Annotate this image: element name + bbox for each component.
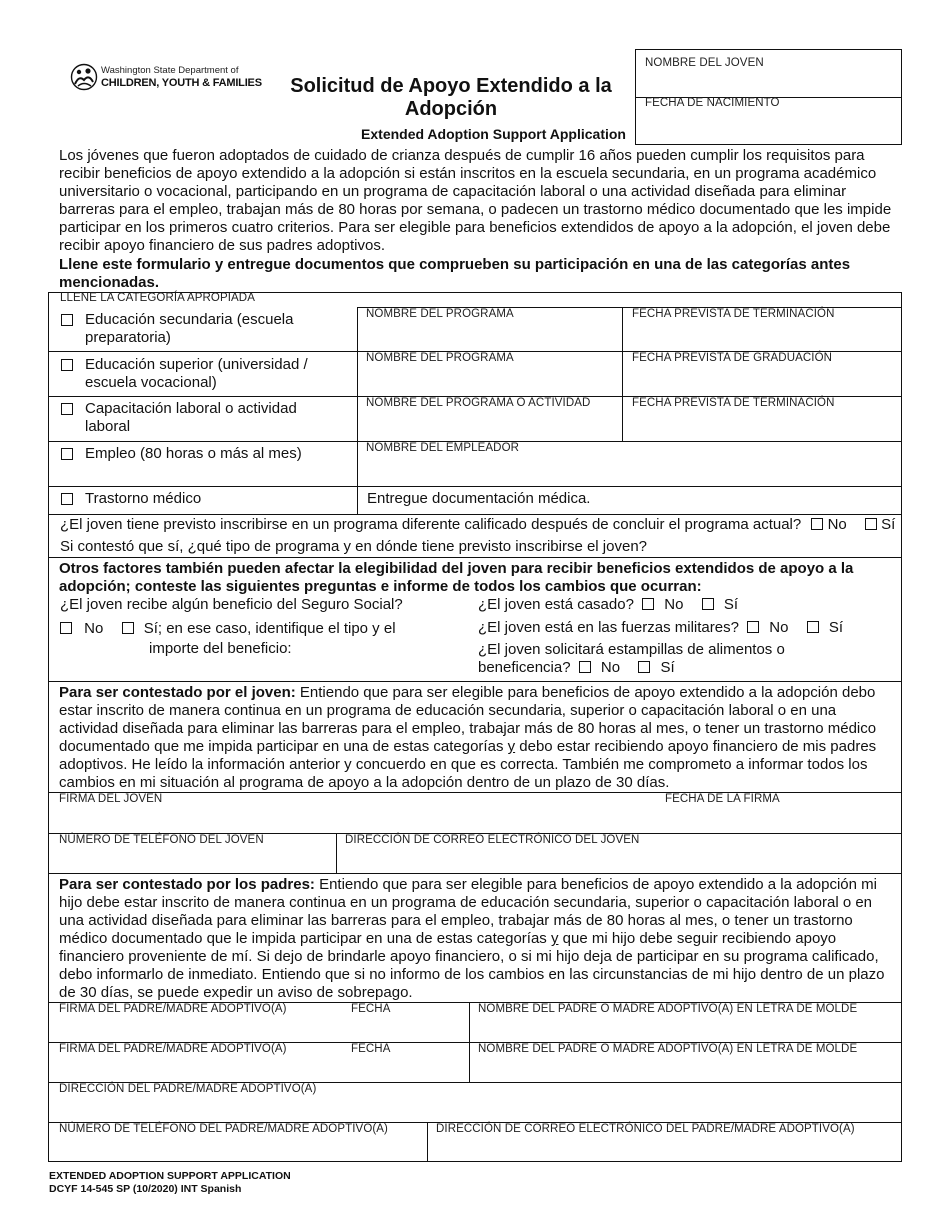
- parent-address-label: DIRECCIÓN DEL PADRE/MADRE ADOPTIVO(A): [59, 1083, 317, 1095]
- parent-printed-name-label: NOMBRE DEL PADRE O MADRE ADOPTIVO(A) EN LETRA DE MOLDE: [478, 1003, 858, 1015]
- youth-statement: Para ser contestado por el joven: Entiendo que para ser elegible para beneficios de apoyo extendido a la adopción debo estar inscrito de manera continua en un programa de educación secundaria, superior o capacitación laboral o en una actividad diseñada para eliminar las barreras para el empleo, trabajar más de 80 horas al mes, o tener un trastorno médico documentado que me impida participar en una de estas categorías y debo estar recibiendo apoyo financiero de mis padres adoptivos. He leído la información anterior y concuerdo en que es correcta. También me comprometo a informar todos los cambios en mi situación al programa de apoyo a la adopción dentro de un plazo de 30 días.: [59, 684, 877, 791]
- footer-form-name: EXTENDED ADOPTION SUPPORT APPLICATION: [49, 1170, 291, 1182]
- parent2-printed-name-field[interactable]: [469, 1042, 902, 1082]
- intro-paragraph: Los jóvenes que fueron adoptados de cuidado de crianza después de cumplir 16 años pueden cumplir los requisitos para recibir beneficios de apoyo extendido a la adopción si están inscritos en la escuela secundaria, en un programa académico universitario o vocacional, participando en un programa de capacitación laboral o una actividad diseñada para eliminar barreras para el empleo, trabajan más de 80 horas por semana, o padecen un trastorno médico documentado que les impide participar en los primeros cuatro criterios. Para ser elegible para beneficios extendidos de apoyo a la adopción, el joven debe recibir apoyo financiero de sus padres adoptivos.: [59, 147, 892, 254]
- intro-instruction: Llene este formulario y entregue documentos que comprueben su participación en una de las categorías antes mencionadas.: [59, 256, 851, 291]
- birthdate-field[interactable]: [636, 90, 901, 146]
- married-no-checkbox[interactable]: [642, 598, 654, 610]
- military-question: ¿El joven está en las fuerzas militares? No Sí: [478, 619, 844, 636]
- form-title-english: Extended Adoption Support Application: [361, 126, 626, 142]
- parent2-signature-field[interactable]: [48, 1042, 469, 1082]
- youth-email-field[interactable]: [336, 833, 902, 873]
- logo-line1: Washington State Department of: [101, 65, 239, 76]
- parent-printed-name-label: NOMBRE DEL PADRE O MADRE ADOPTIVO(A) EN LETRA DE MOLDE: [478, 1043, 858, 1055]
- ss-benefit-amount-label: importe del beneficio:: [149, 640, 292, 657]
- youth-signature-date-label: FECHA DE LA FIRMA: [665, 793, 780, 805]
- form-title-spanish: Solicitud de Apoyo Extendido a la Adopción: [290, 75, 612, 120]
- food-stamps-question: beneficencia? No Sí: [478, 659, 675, 676]
- category-label: Empleo (80 horas o más al mes): [85, 445, 302, 462]
- footer-form-number: DCYF 14-545 SP (10/2020) INT Spanish: [49, 1183, 242, 1195]
- parent-date-label: FECHA: [351, 1043, 391, 1055]
- category-label: Educación superior (universidad / escuela vocacional): [85, 356, 308, 391]
- category-label: Capacitación laboral o actividad laboral: [85, 400, 297, 435]
- program-name-field-label: NOMBRE DEL PROGRAMA: [366, 352, 514, 364]
- checkbox[interactable]: [61, 359, 73, 371]
- youth-name-label: NOMBRE DEL JOVEN: [645, 57, 764, 69]
- food-stamps-yes-checkbox[interactable]: [638, 661, 650, 673]
- married-question: ¿El joven está casado? No Sí: [478, 596, 738, 613]
- expected-graduation-label: FECHA PREVISTA DE GRADUACIÓN: [632, 352, 833, 364]
- food-stamps-question-line1: ¿El joven solicitará estampillas de alimentos o: [478, 641, 785, 658]
- youth-phone-label: NÚMERO DE TELÉFONO DEL JOVEN: [59, 834, 264, 846]
- military-yes-checkbox[interactable]: [807, 621, 819, 633]
- checkbox[interactable]: [61, 403, 73, 415]
- checkbox[interactable]: [61, 448, 73, 460]
- military-no-checkbox[interactable]: [747, 621, 759, 633]
- category-label: Trastorno médico: [85, 490, 202, 507]
- dcyf-logo-icon: [70, 62, 98, 92]
- parent-phone-field[interactable]: [48, 1122, 427, 1162]
- ss-no-checkbox[interactable]: [60, 622, 72, 634]
- married-yes-checkbox[interactable]: [702, 598, 714, 610]
- next-program-question: ¿El joven tiene previsto inscribirse en un programa diferente calificado después de concluir el programa actual? No Sí: [60, 516, 896, 533]
- category-header: LLENE LA CATEGORÍA APROPIADA: [60, 292, 255, 304]
- parent-statement: Para ser contestado por los padres: Entiendo que para ser elegible para beneficios de apoyo extendido a la adopción mi hijo debe estar inscrito de manera continua en un programa de educación secundaria, superior o capacitación laboral o en una actividad diseñada para eliminar las barreras para el empleo, trabajar más de 80 horas al mes, o tener un trastorno médico documentado que le impida participar en una de estas categorías y que mi hijo debe seguir recibiendo apoyo financiero proveniente de mí. Si dejo de brindarle apoyo financiero, o si mi hijo deja de participar en su programa calificado, debo informarlo de inmediato. Entiendo que si no informo de los cambios en las circunstancias de mi hijo dentro de un plazo de 30 días, se puede expedir un aviso de sobrepago.: [59, 876, 885, 1001]
- next-program-yes-checkbox[interactable]: [865, 518, 877, 530]
- medical-doc-note: Entregue documentación médica.: [367, 490, 591, 507]
- factors-heading: Otros factores también pueden afectar la elegibilidad del joven para recibir beneficios extendidos de apoyo a la adopción; conteste las siguientes preguntas e informe de todos los cambios que ocurran:: [59, 560, 854, 595]
- expected-completion-label: FECHA PREVISTA DE TERMINACIÓN: [632, 308, 835, 320]
- category-label: Educación secundaria (escuela preparatoria): [85, 311, 294, 346]
- parent-email-label: DIRECCIÓN DE CORREO ELECTRÓNICO DEL PADRE/MADRE ADOPTIVO(A): [436, 1123, 855, 1135]
- checkbox[interactable]: [61, 314, 73, 326]
- parent1-printed-name-field[interactable]: [469, 1002, 902, 1042]
- youth-signature-label: FIRMA DEL JOVEN: [59, 793, 163, 805]
- parent-signature-label: FIRMA DEL PADRE/MADRE ADOPTIVO(A): [59, 1043, 287, 1055]
- social-security-question: ¿El joven recibe algún beneficio del Seguro Social?: [60, 596, 403, 613]
- parent-date-label: FECHA: [351, 1003, 391, 1015]
- parent1-signature-field[interactable]: [48, 1002, 469, 1042]
- food-stamps-no-checkbox[interactable]: [579, 661, 591, 673]
- parent-phone-label: NÚMERO DE TELÉFONO DEL PADRE/MADRE ADOPTIVO(A): [59, 1123, 388, 1135]
- parent-address-field[interactable]: [48, 1082, 902, 1122]
- parent-signature-label: FIRMA DEL PADRE/MADRE ADOPTIVO(A): [59, 1003, 287, 1015]
- birthdate-label: FECHA DE NACIMIENTO: [645, 97, 780, 109]
- program-name-field-label: NOMBRE DEL PROGRAMA: [366, 308, 514, 320]
- logo-line2: CHILDREN, YOUTH & FAMILIES: [101, 77, 262, 89]
- expected-completion-label: FECHA PREVISTA DE TERMINACIÓN: [632, 397, 835, 409]
- program-activity-field-label: NOMBRE DEL PROGRAMA O ACTIVIDAD: [366, 397, 591, 409]
- next-program-no-checkbox[interactable]: [811, 518, 823, 530]
- checkbox[interactable]: [61, 493, 73, 505]
- social-security-answers: No Sí; en ese caso, identifique el tipo y el: [60, 620, 396, 638]
- next-program-followup: Si contestó que sí, ¿qué tipo de programa y en dónde tiene previsto inscribirse el joven?: [60, 538, 648, 555]
- youth-signature-field[interactable]: [48, 792, 902, 833]
- youth-email-label: DIRECCIÓN DE CORREO ELECTRÓNICO DEL JOVEN: [345, 834, 640, 846]
- ss-yes-checkbox[interactable]: [122, 622, 134, 634]
- youth-phone-field[interactable]: [48, 833, 336, 873]
- youth-id-box: [635, 49, 902, 145]
- parent-email-field[interactable]: [427, 1122, 902, 1162]
- dcyf-logo: [70, 62, 262, 96]
- employer-name-label: NOMBRE DEL EMPLEADOR: [366, 442, 520, 454]
